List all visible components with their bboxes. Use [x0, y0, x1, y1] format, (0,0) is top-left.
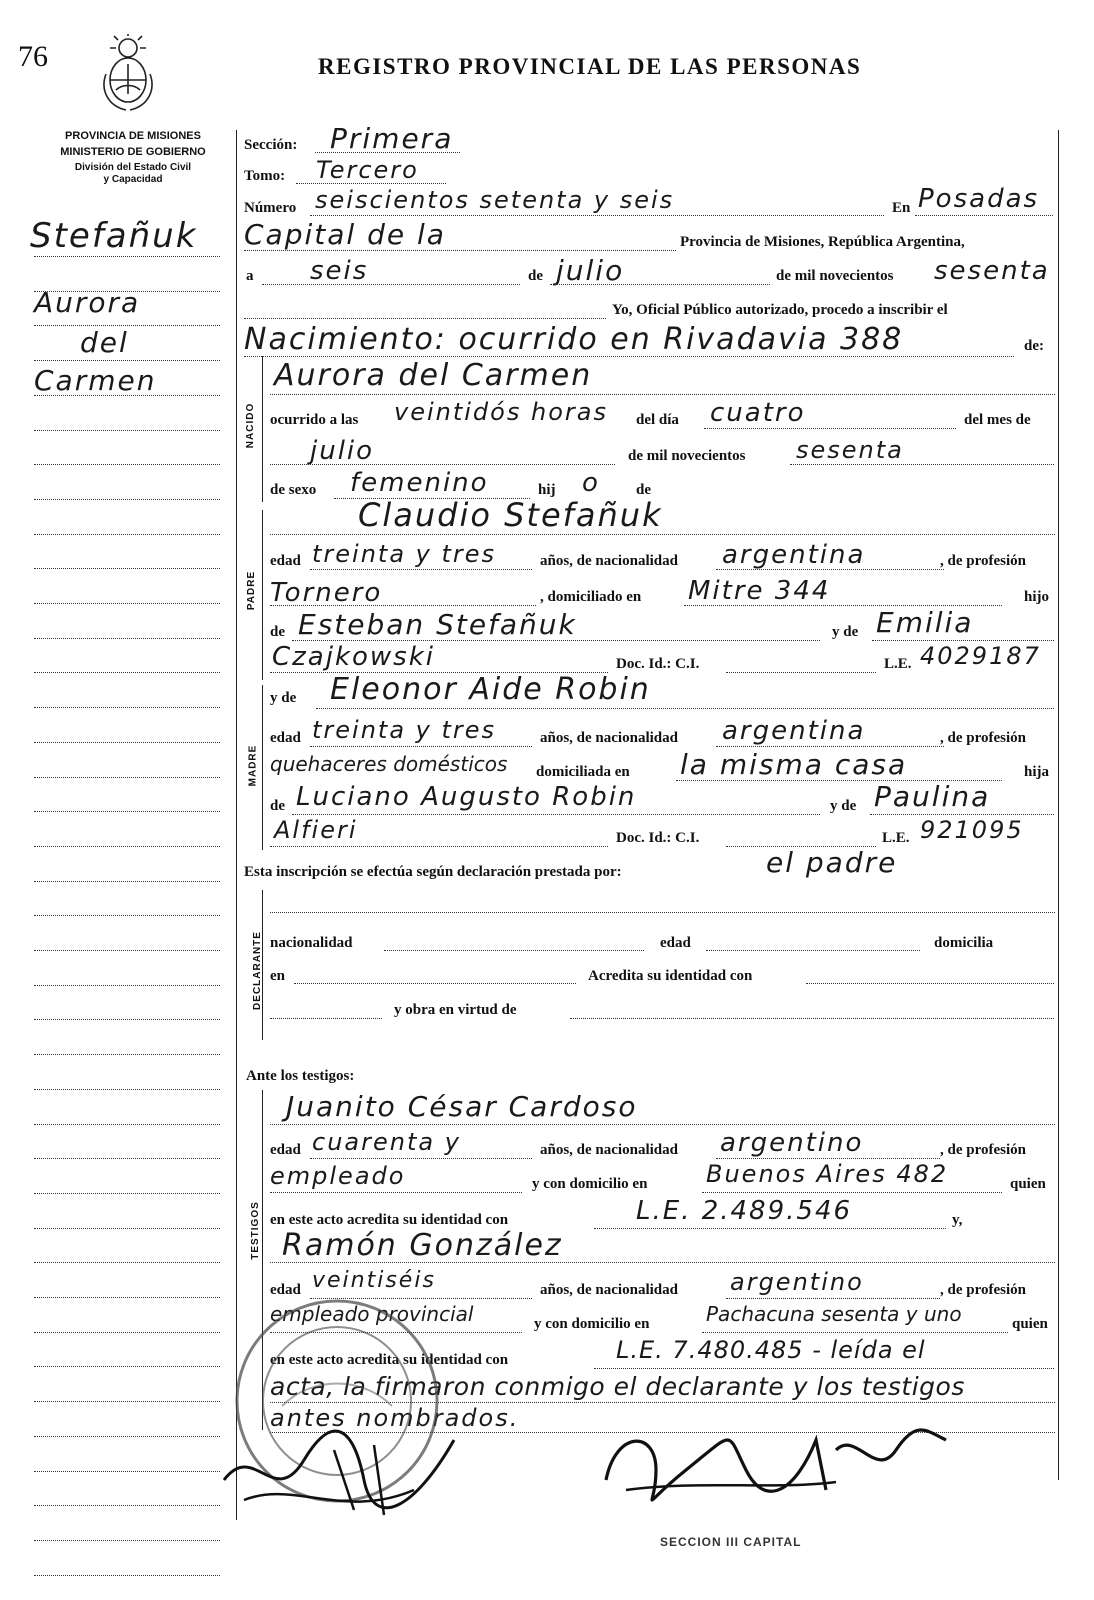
acta-value: Nacimiento: ocurrido en Rivadavia 388	[244, 322, 904, 357]
side-label-testigos: TESTIGOS	[249, 1201, 261, 1260]
side-label-nacido: NACIDO	[245, 402, 257, 449]
declarante-value: el padre	[766, 846, 898, 879]
declarante-line-1	[270, 912, 1055, 913]
anio-value: sesenta	[934, 256, 1050, 286]
madre-madre1-line	[870, 814, 1054, 815]
margin-rule-line	[34, 1401, 220, 1402]
margin-rule-line	[34, 568, 220, 569]
margin-rule-line	[34, 1124, 220, 1125]
del-mes-label: del mes de	[964, 412, 1031, 428]
margin-rule-line	[34, 1262, 220, 1263]
ministry-line-2: MINISTERIO DE GOBIERNO	[60, 146, 206, 158]
decl-nac-line	[384, 950, 644, 951]
nacido-border	[262, 356, 263, 502]
provincia-label: Provincia de Misiones, República Argentina,	[680, 234, 965, 250]
margin-rule-line	[34, 915, 220, 916]
side-label-declarante: DECLARANTE	[251, 931, 263, 1010]
inscripcion-label: Esta inscripción se efectúa según declaración prestada por:	[244, 864, 622, 880]
margin-rule-line	[34, 603, 220, 604]
madre-padre-value: Luciano Augusto Robin	[296, 782, 637, 812]
padre-yde-label: y de	[832, 624, 859, 640]
padre-dom-label: , domiciliado en	[540, 589, 642, 605]
madre-hija-label: hija	[1024, 764, 1050, 780]
t2-anos-label: años, de nacionalidad	[540, 1282, 678, 1298]
t2-doc-value: L.E. 7.480.485 - leída el	[616, 1336, 926, 1364]
numero-line	[310, 215, 884, 216]
margin-rule-line	[34, 1089, 220, 1090]
en-label: En	[892, 200, 911, 216]
decl-acredita-line	[806, 983, 1054, 984]
capital-line	[244, 250, 676, 251]
margin-rule-line	[34, 1540, 220, 1541]
nombre-value: Aurora del Carmen	[274, 358, 593, 393]
t1-quien-label: quien	[1010, 1176, 1046, 1192]
padre-nac-line	[716, 569, 944, 570]
t2-dom-line	[702, 1332, 1008, 1333]
t2-doc-line	[594, 1368, 1054, 1369]
mes-line	[550, 284, 770, 285]
margin-rule-line	[34, 881, 220, 882]
margin-rule-line	[34, 638, 220, 639]
seccion-value: Primera	[330, 122, 454, 155]
t1-anos-label: años, de nacionalidad	[540, 1142, 678, 1158]
capital-value: Capital de la	[244, 218, 446, 251]
ocurrido-label: ocurrido a las	[270, 412, 359, 428]
margin-rule-line	[34, 1054, 220, 1055]
madre-border	[262, 685, 263, 850]
decl-obra-line-1	[270, 1018, 382, 1019]
numero-value: seiscientos setenta y seis	[315, 186, 675, 214]
dia-nac-line	[704, 428, 956, 429]
page-number: 76	[18, 40, 48, 73]
t1-prof-line	[270, 1192, 522, 1193]
madre-nac-line	[716, 746, 944, 747]
padre-value: Claudio Stefañuk	[358, 496, 663, 534]
padre-prof-line	[270, 605, 536, 606]
t1-dom-label: y con domicilio en	[532, 1176, 648, 1192]
padre-madre1-value: Emilia	[876, 606, 974, 639]
padre-de-label: de	[270, 624, 285, 640]
t2-prof-value: empleado provincial	[270, 1302, 474, 1326]
nombre-line	[270, 394, 1055, 395]
del-dia-label: del día	[636, 412, 679, 428]
margin-rule-line	[34, 1019, 220, 1020]
de-label: de	[528, 268, 543, 284]
madre-prof-label: , de profesión	[940, 730, 1026, 746]
decl-obra-line-2	[570, 1018, 1054, 1019]
hij-label: hij	[538, 482, 556, 498]
seccion-label: Sección:	[244, 137, 298, 153]
madre-yde2-label: y de	[830, 798, 857, 814]
margin-rule-line	[34, 1193, 220, 1194]
padre-le-value: 4029187	[920, 642, 1041, 670]
margin-rule-line	[34, 707, 220, 708]
t1-prof-value: empleado	[270, 1162, 406, 1190]
padre-doc-line	[726, 672, 876, 673]
padre-edad-label: edad	[270, 553, 301, 569]
t1-acto-label: en este acto acredita su identidad con	[270, 1212, 509, 1228]
padre-le-label: L.E.	[884, 656, 912, 672]
tomo-value: Tercero	[316, 156, 419, 184]
madre-madre1-value: Paulina	[874, 780, 991, 813]
anio-nac-line	[790, 464, 1054, 465]
t1-nombre-value: Juanito César Cardoso	[286, 1090, 638, 1123]
hora-value: veintidós horas	[394, 398, 608, 426]
margin-name-1: Aurora	[34, 286, 141, 319]
madre-edad-value: treinta y tres	[312, 716, 497, 744]
madre-dom-value: la misma casa	[680, 748, 908, 781]
decl-en-line	[294, 983, 576, 984]
margin-name-2: del	[80, 326, 129, 359]
madre-dom-label: domiciliada en	[536, 764, 630, 780]
madre-padre-line	[292, 814, 820, 815]
en-value: Posadas	[918, 184, 1040, 214]
padre-madre2-value: Czajkowski	[272, 642, 436, 672]
t2-dom-label: y con domicilio en	[534, 1316, 650, 1332]
padre-prof-label: , de profesión	[940, 553, 1026, 569]
margin-rule-line	[34, 1332, 220, 1333]
madre-nac-value: argentina	[722, 716, 866, 746]
anio-nac-value: sesenta	[796, 436, 904, 464]
ministry-header	[38, 128, 228, 188]
padre-dom-value: Mitre 344	[688, 576, 831, 606]
margin-rule-line	[34, 1297, 220, 1298]
yo-line	[244, 318, 606, 319]
padre-edad-value: treinta y tres	[312, 540, 497, 568]
madre-le-label: L.E.	[882, 830, 910, 846]
signature-official	[596, 1410, 956, 1524]
madre-le-value: 921095	[920, 816, 1024, 844]
margin-name-3: Carmen	[34, 364, 157, 397]
t2-prof-label: , de profesión	[940, 1282, 1026, 1298]
t1-doc-value: L.E. 2.489.546	[636, 1196, 853, 1226]
t1-prof-label: , de profesión	[940, 1142, 1026, 1158]
testigos-label: Ante los testigos:	[246, 1068, 355, 1084]
margin-rule-line	[34, 1575, 220, 1576]
t2-acto-label: en este acto acredita su identidad con	[270, 1352, 509, 1368]
de2-label: de	[636, 482, 651, 498]
padre-hijo-label: hijo	[1024, 589, 1050, 605]
madre-yde-label: y de	[270, 690, 297, 706]
decl-acredita-label: Acredita su identidad con	[588, 968, 753, 984]
madre-de-label: de	[270, 798, 285, 814]
margin-rule-line	[34, 464, 220, 465]
de-mil-label: de mil novecientos	[776, 268, 894, 284]
en-line	[915, 215, 1053, 216]
a-label: a	[246, 268, 254, 284]
decl-en-label: en	[270, 968, 285, 984]
madre-prof-value: quehaceres domésticos	[270, 752, 508, 776]
padre-line	[270, 534, 1055, 535]
t1-nac-line	[716, 1158, 940, 1159]
mes-nac-line	[270, 464, 615, 465]
padre-edad-line	[310, 569, 532, 570]
side-label-padre: PADRE	[246, 570, 258, 611]
margin-rule-line	[34, 1158, 220, 1159]
margin-rule-line	[34, 325, 220, 326]
margin-surname: Stefañuk	[30, 216, 198, 256]
madre-anos-label: años, de nacionalidad	[540, 730, 678, 746]
dia-line	[262, 284, 520, 285]
sexo-value: femenino	[350, 468, 489, 498]
padre-padre-line	[292, 640, 820, 641]
margin-rule-line	[34, 395, 220, 396]
ministry-line-1: PROVINCIA DE MISIONES	[65, 130, 201, 142]
madre-doc-label: Doc. Id.: C.I.	[616, 830, 700, 846]
margin-rule-line	[34, 256, 220, 257]
t1-edad-value: cuarenta y	[312, 1128, 461, 1156]
document-title: REGISTRO PROVINCIAL DE LAS PERSONAS	[318, 54, 862, 79]
t1-doc-line	[594, 1228, 946, 1229]
margin-rule-line	[34, 1436, 220, 1437]
t1-dom-line	[702, 1192, 1002, 1193]
de-mil2-label: de mil novecientos	[628, 448, 746, 464]
decl-edad-label: edad	[660, 935, 691, 951]
madre-madre2-value: Alfieri	[274, 816, 358, 844]
margin-rule-line	[34, 499, 220, 500]
margin-rule-line	[34, 360, 220, 361]
padre-doc-label: Doc. Id.: C.I.	[616, 656, 700, 672]
numero-label: Número	[244, 200, 297, 216]
margin-rule-line	[34, 742, 220, 743]
coat-of-arms-icon	[96, 34, 160, 118]
t2-nac-value: argentino	[730, 1268, 864, 1296]
padre-madre1-line	[872, 640, 1054, 641]
signature-witness	[214, 1420, 474, 1534]
sexo-label: de sexo	[270, 482, 317, 498]
margin-rule-line	[34, 985, 220, 986]
closing-line-2: antes nombrados.	[270, 1404, 520, 1432]
margin-rule-line	[34, 846, 220, 847]
madre-value: Eleonor Aide Robin	[330, 672, 651, 707]
hij-value: o	[582, 468, 600, 498]
dia-nac-value: cuatro	[710, 398, 806, 428]
decl-domicilia-label: domicilia	[934, 935, 994, 951]
margin-rule-line	[34, 1228, 220, 1229]
t2-edad-label: edad	[270, 1282, 301, 1298]
padre-nac-value: argentina	[722, 540, 866, 570]
margin-rule-line	[34, 950, 220, 951]
mes-value: julio	[556, 254, 625, 287]
t1-edad-line	[310, 1158, 532, 1159]
padre-padre-value: Esteban Stefañuk	[298, 608, 577, 641]
seccion-line	[315, 152, 460, 153]
main-right-border	[1058, 130, 1059, 1480]
stamp-bottom-text: SECCION III CAPITAL	[660, 1535, 802, 1549]
t1-nombre-line	[270, 1124, 1055, 1125]
padre-prof-value: Tornero	[270, 578, 383, 608]
yo-oficial-label: Yo, Oficial Público autorizado, procedo a inscribir el	[612, 302, 948, 318]
t2-dom-value: Pachacuna sesenta y uno	[706, 1302, 962, 1326]
margin-rule-line	[34, 672, 220, 673]
decl-edad-line	[706, 950, 920, 951]
closing-line-1: acta, la firmaron conmigo el declarante y los testigos	[270, 1372, 965, 1401]
side-label-madre: MADRE	[247, 744, 259, 787]
margin-rule-line	[34, 1505, 220, 1506]
tomo-line	[296, 183, 446, 184]
decl-nacionalidad-label: nacionalidad	[270, 935, 353, 951]
madre-line	[316, 708, 1054, 709]
tomo-label: Tomo:	[244, 168, 286, 184]
padre-border	[262, 510, 263, 680]
margin-rule-line	[34, 777, 220, 778]
t2-nac-line	[726, 1298, 940, 1299]
t2-edad-value: veintiséis	[312, 1268, 436, 1293]
dia-value: seis	[310, 256, 369, 286]
padre-anos-label: años, de nacionalidad	[540, 553, 678, 569]
t1-nac-value: argentino	[720, 1128, 864, 1158]
margin-rule-line	[34, 1366, 220, 1367]
margin-rule-line	[34, 1471, 220, 1472]
margin-rule-line	[34, 534, 220, 535]
mes-nac-value: julio	[310, 436, 375, 466]
t2-nombre-value: Ramón González	[282, 1228, 563, 1263]
decl-obra-label: y obra en virtud de	[394, 1002, 517, 1018]
ministry-line-3: División del Estado Civil	[74, 162, 192, 173]
madre-edad-line	[310, 746, 532, 747]
madre-madre2-line	[270, 846, 608, 847]
de-colon-label: de:	[1024, 338, 1044, 354]
t2-quien-label: quien	[1012, 1316, 1048, 1332]
t1-dom-value: Buenos Aires 482	[706, 1160, 949, 1188]
margin-rule-line	[34, 811, 220, 812]
ministry-line-4: y Capacidad	[103, 174, 163, 185]
margin-rule-line	[34, 291, 220, 292]
t1-edad-label: edad	[270, 1142, 301, 1158]
t2-nombre-line	[270, 1262, 1055, 1263]
madre-edad-label: edad	[270, 730, 301, 746]
acta-line	[244, 356, 1014, 357]
t1-y-label: y,	[952, 1212, 963, 1228]
margin-rule-line	[34, 430, 220, 431]
